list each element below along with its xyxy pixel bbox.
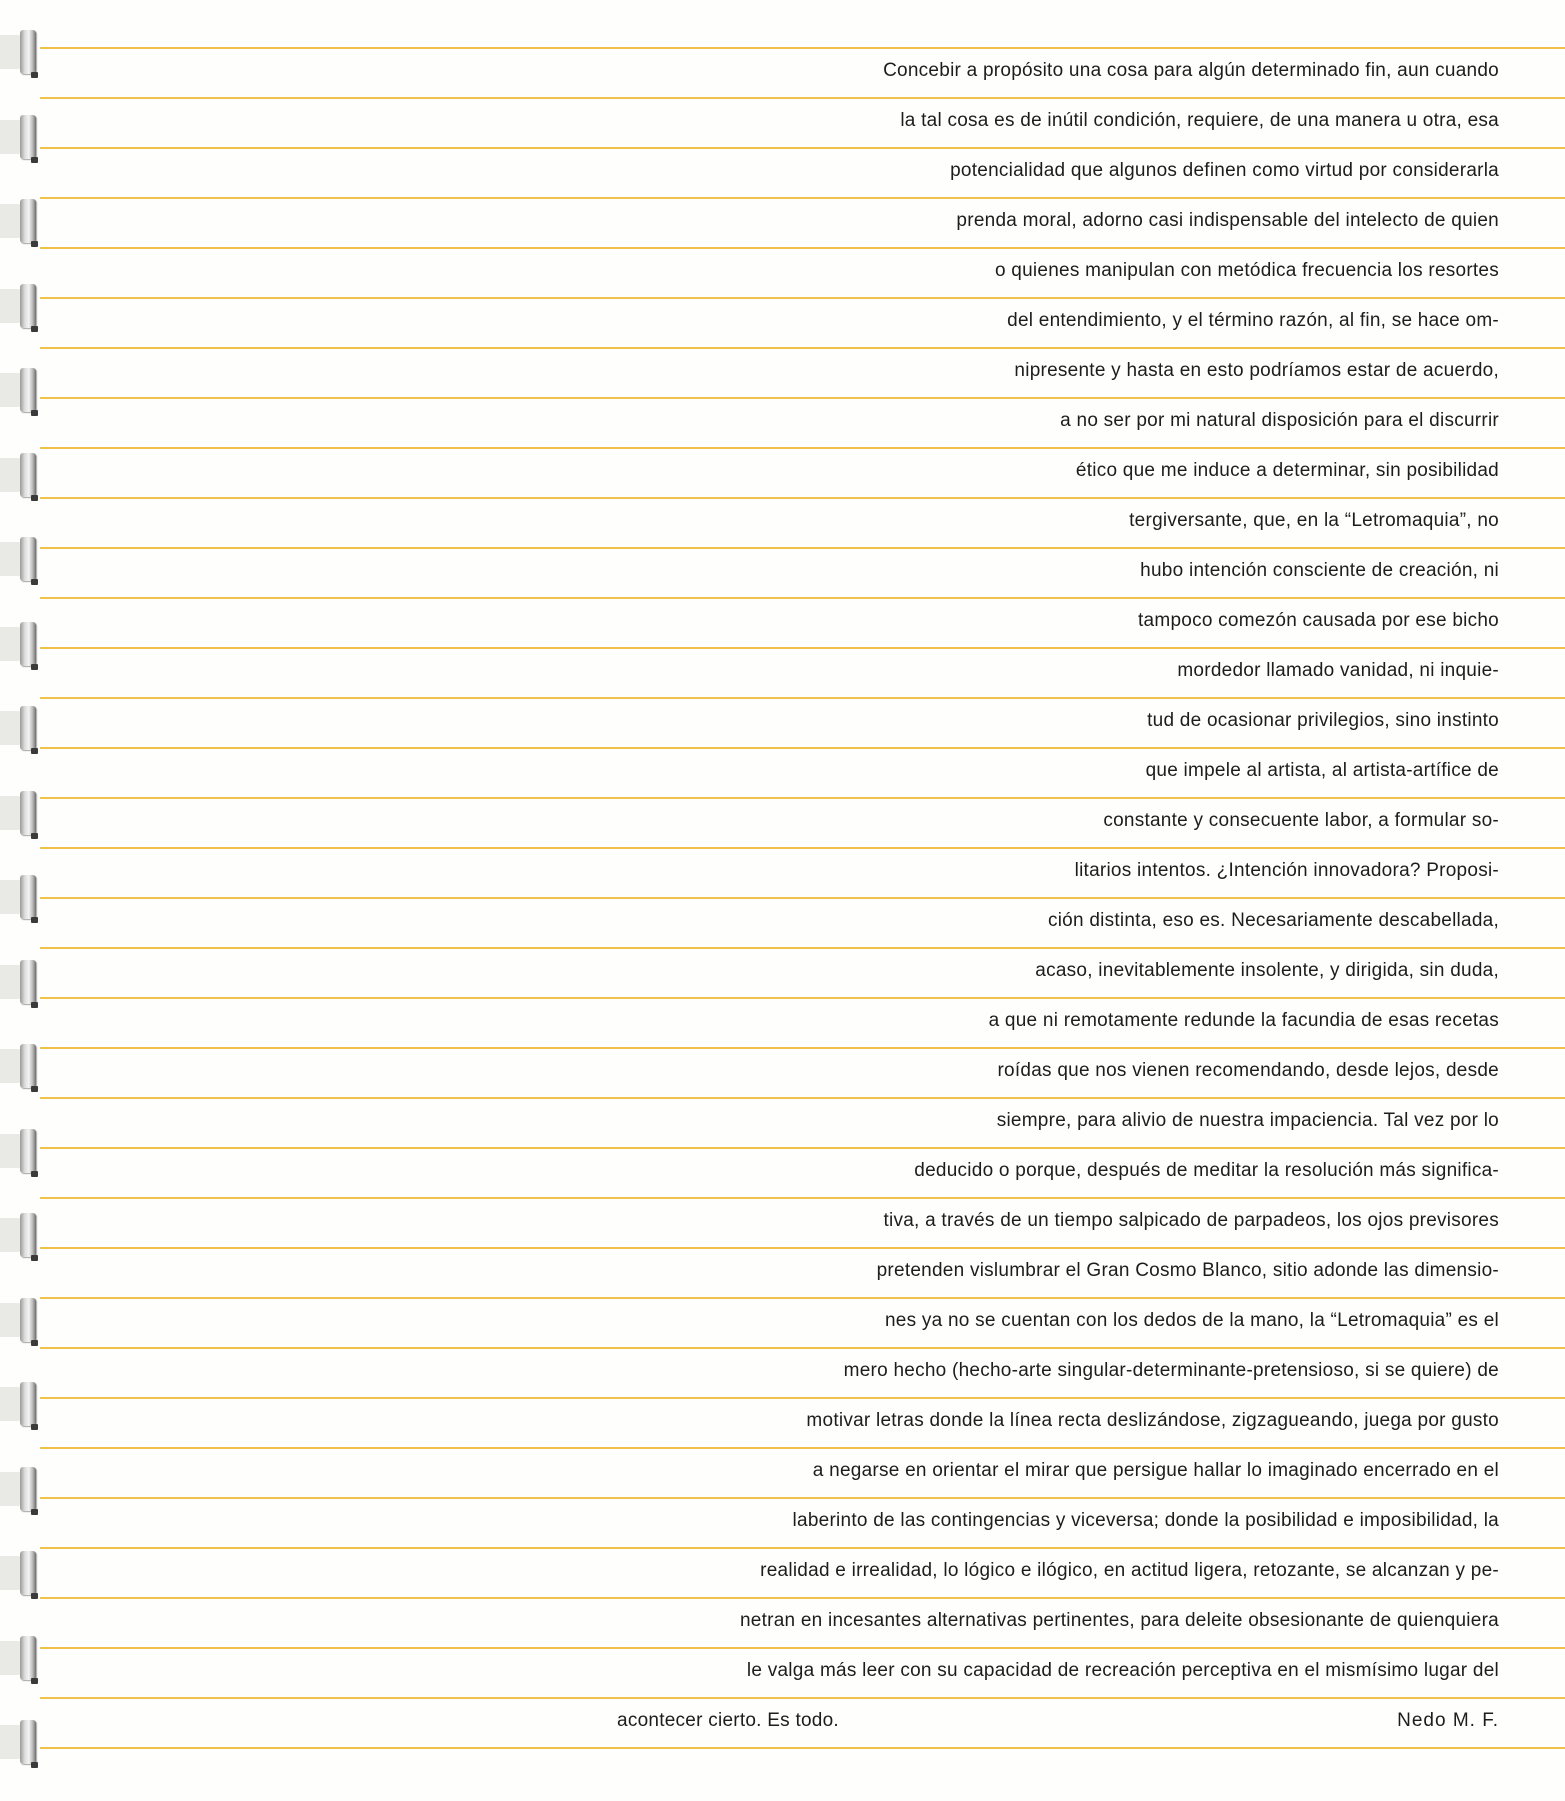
punch-hole bbox=[0, 1218, 22, 1252]
text-line: netran en incesantes alternativas pertinentes, para deleite obsesionante de quienquiera bbox=[739, 1610, 1499, 1631]
text-line: pretenden vislumbrar el Gran Cosmo Blanco, sitio adonde las dimensio- bbox=[876, 1260, 1499, 1281]
signature: Nedo M. F. bbox=[1397, 1710, 1499, 1731]
spiral-ring-icon bbox=[20, 284, 36, 328]
ruled-line bbox=[40, 97, 1565, 99]
ruled-line bbox=[40, 1047, 1565, 1049]
punch-hole bbox=[0, 458, 22, 492]
ruled-line bbox=[40, 497, 1565, 499]
text-line: siempre, para alivio de nuestra impaciencia. Tal vez por lo bbox=[996, 1110, 1499, 1131]
text-line: deducido o porque, después de meditar la resolución más significa- bbox=[914, 1160, 1499, 1181]
ruled-line bbox=[40, 297, 1565, 299]
punch-hole bbox=[0, 289, 22, 323]
text-line: a que ni remotamente redunde la facundia de esas recetas bbox=[988, 1010, 1499, 1031]
text-line: acaso, inevitablemente insolente, y dirigida, sin duda, bbox=[1035, 960, 1499, 981]
text-line: a no ser por mi natural disposición para el discurrir bbox=[1060, 410, 1499, 431]
spiral-ring-icon bbox=[20, 115, 36, 159]
text-line: tampoco comezón causada por ese bicho bbox=[1138, 610, 1499, 631]
spiral-ring-icon bbox=[20, 453, 36, 497]
text-line: tud de ocasionar privilegios, sino instinto bbox=[1147, 710, 1499, 731]
ruled-line bbox=[40, 1247, 1565, 1249]
punch-hole bbox=[0, 542, 22, 576]
text-line: o quienes manipulan con metódica frecuencia los resortes bbox=[994, 260, 1499, 281]
punch-hole bbox=[0, 35, 22, 69]
punch-hole bbox=[0, 880, 22, 914]
text-line: potencialidad que algunos definen como virtud por considerarla bbox=[950, 160, 1499, 181]
spiral-ring-icon bbox=[20, 1382, 36, 1426]
text-line: tergiversante, que, en la “Letromaquia”, no bbox=[1129, 510, 1499, 531]
text-line: prenda moral, adorno casi indispensable del intelecto de quien bbox=[956, 210, 1499, 231]
spiral-ring-icon bbox=[20, 1213, 36, 1257]
ruled-line bbox=[40, 1147, 1565, 1149]
ruled-line bbox=[40, 247, 1565, 249]
ruled-line bbox=[40, 1597, 1565, 1599]
text-line: roídas que nos vienen recomendando, desde lejos, desde bbox=[997, 1060, 1499, 1081]
text-line: hubo intención consciente de creación, ni bbox=[1140, 560, 1499, 581]
ruled-line bbox=[40, 897, 1565, 899]
ruled-line bbox=[40, 47, 1565, 49]
ruled-line bbox=[40, 997, 1565, 999]
ruled-line bbox=[40, 1547, 1565, 1549]
ruled-line bbox=[40, 1697, 1565, 1699]
spiral-ring-icon bbox=[20, 875, 36, 919]
ruled-line bbox=[40, 397, 1565, 399]
ruled-line bbox=[40, 1347, 1565, 1349]
spiral-ring-icon bbox=[20, 1298, 36, 1342]
punch-hole bbox=[0, 1303, 22, 1337]
text-line: que impele al artista, al artista-artífice de bbox=[1145, 760, 1499, 781]
punch-hole bbox=[0, 204, 22, 238]
ruled-line bbox=[40, 347, 1565, 349]
ruled-line bbox=[40, 597, 1565, 599]
ruled-line bbox=[40, 197, 1565, 199]
text-line: litarios intentos. ¿Intención innovadora? Proposi- bbox=[1074, 860, 1499, 881]
punch-hole bbox=[0, 711, 22, 745]
ruled-line bbox=[40, 147, 1565, 149]
punch-hole bbox=[0, 1387, 22, 1421]
ruled-line bbox=[40, 1097, 1565, 1099]
ruled-line bbox=[40, 1647, 1565, 1649]
text-line: tiva, a través de un tiempo salpicado de parpadeos, los ojos previsores bbox=[883, 1210, 1499, 1231]
text-line: ético que me induce a determinar, sin posibilidad bbox=[1075, 460, 1499, 481]
text-line: del entendimiento, y el término razón, al fin, se hace om- bbox=[1007, 310, 1499, 331]
ruled-line bbox=[40, 447, 1565, 449]
punch-hole bbox=[0, 796, 22, 830]
punch-hole bbox=[0, 1472, 22, 1506]
punch-hole bbox=[0, 1049, 22, 1083]
spiral-ring-icon bbox=[20, 537, 36, 581]
text-line: constante y consecuente labor, a formular so- bbox=[1103, 810, 1499, 831]
spiral-ring-icon bbox=[20, 368, 36, 412]
text-line: nipresente y hasta en esto podríamos estar de acuerdo, bbox=[1014, 360, 1499, 381]
spiral-ring-icon bbox=[20, 199, 36, 243]
text-line: la tal cosa es de inútil condición, requiere, de una manera u otra, esa bbox=[900, 110, 1499, 131]
text-line: a negarse en orientar el mirar que persigue hallar lo imaginado encerrado en el bbox=[812, 1460, 1499, 1481]
ruled-line bbox=[40, 1297, 1565, 1299]
ruled-line bbox=[40, 647, 1565, 649]
ruled-line bbox=[40, 947, 1565, 949]
ruled-line bbox=[40, 747, 1565, 749]
ruled-line bbox=[40, 1447, 1565, 1449]
text-line: motivar letras donde la línea recta deslizándose, zigzagueando, juega por gusto bbox=[806, 1410, 1499, 1431]
spiral-ring-icon bbox=[20, 1044, 36, 1088]
punch-hole bbox=[0, 627, 22, 661]
text-line: mero hecho (hecho-arte singular-determinante-pretensioso, si se quiere) de bbox=[843, 1360, 1499, 1381]
text-line: realidad e irrealidad, lo lógico e ilógico, en actitud ligera, retozante, se alcanzan y pe- bbox=[760, 1560, 1499, 1581]
spiral-ring-icon bbox=[20, 1129, 36, 1173]
text-line: le valga más leer con su capacidad de recreación perceptiva en el mismísimo lugar del bbox=[746, 1660, 1499, 1681]
ruled-line bbox=[40, 1197, 1565, 1199]
ruled-line bbox=[40, 697, 1565, 699]
punch-hole bbox=[0, 120, 22, 154]
ruled-line bbox=[40, 1497, 1565, 1499]
spiral-ring-icon bbox=[20, 1636, 36, 1680]
ruled-line bbox=[40, 547, 1565, 549]
text-line: mordedor llamado vanidad, ni inquie- bbox=[1177, 660, 1499, 681]
spiral-ring-icon bbox=[20, 1551, 36, 1595]
punch-hole bbox=[0, 1134, 22, 1168]
spiral-ring-icon bbox=[20, 791, 36, 835]
punch-hole bbox=[0, 373, 22, 407]
spiral-ring-icon bbox=[20, 706, 36, 750]
spiral-ring-icon bbox=[20, 960, 36, 1004]
punch-hole bbox=[0, 1725, 22, 1759]
punch-hole bbox=[0, 1556, 22, 1590]
spiral-ring-icon bbox=[20, 1720, 36, 1764]
spiral-ring-icon bbox=[20, 30, 36, 74]
spiral-ring-icon bbox=[20, 1467, 36, 1511]
closing-line: acontecer cierto. Es todo. bbox=[617, 1710, 839, 1731]
ruled-line bbox=[40, 1747, 1565, 1749]
ruled-line bbox=[40, 797, 1565, 799]
punch-hole bbox=[0, 965, 22, 999]
text-line: ción distinta, eso es. Necesariamente descabellada, bbox=[1047, 910, 1499, 931]
spiral-ring-icon bbox=[20, 622, 36, 666]
punch-hole bbox=[0, 1641, 22, 1675]
ruled-line bbox=[40, 1397, 1565, 1399]
text-line: laberinto de las contingencias y viceversa; donde la posibilidad e imposibilidad, la bbox=[792, 1510, 1499, 1531]
ruled-line bbox=[40, 847, 1565, 849]
text-line: nes ya no se cuentan con los dedos de la mano, la “Letromaquia” es el bbox=[884, 1310, 1499, 1331]
text-line: Concebir a propósito una cosa para algún determinado fin, aun cuando bbox=[883, 60, 1499, 81]
